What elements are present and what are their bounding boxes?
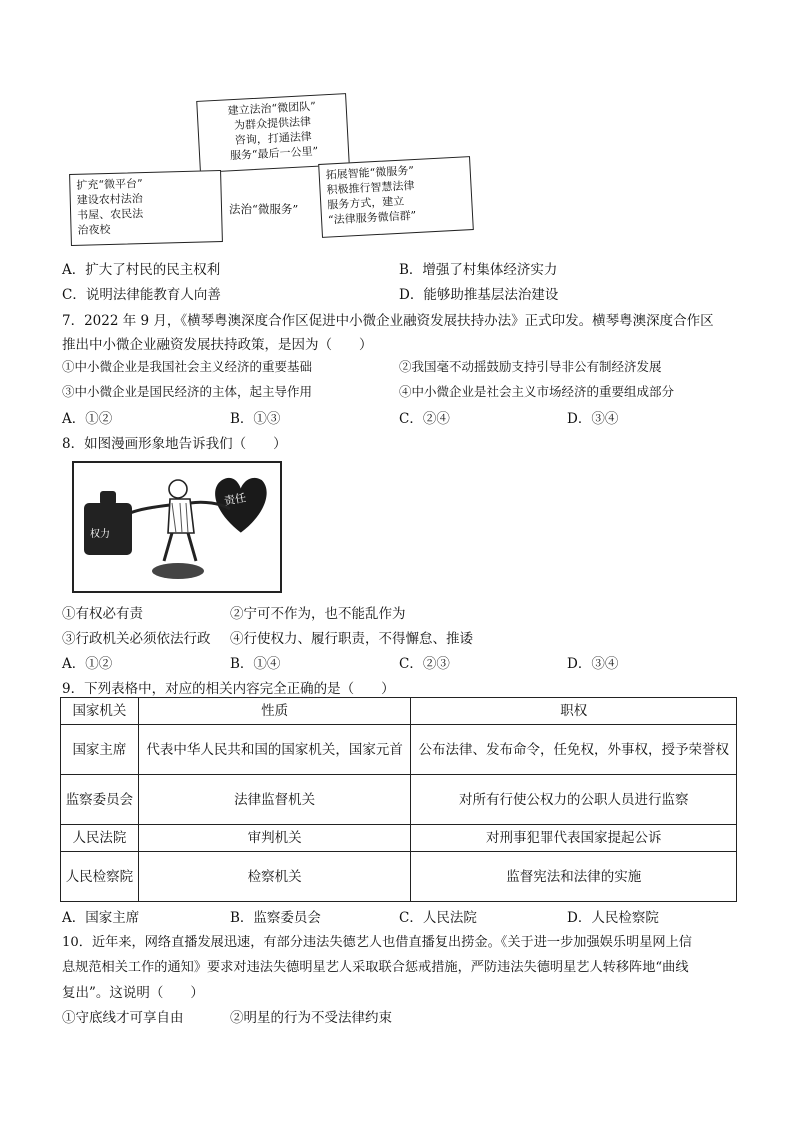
q7-item-3: ③中小微企业是国民经济的主体，起主导作用 [62,384,313,399]
table-cell: 检察机关 [138,852,411,902]
q6-option-b[interactable]: B．增强了村集体经济实力 [399,262,558,278]
q8-option-a[interactable]: A．①② [62,656,113,672]
q10-item-1: ①守底线才可享自由 [62,1010,184,1026]
q7-item-2: ②我国毫不动摇鼓励支持引导非公有制经济发展 [399,359,662,374]
q8-stem: 8．如图漫画形象地告诉我们（ ） [62,436,287,452]
table-cell: 人民法院 [61,825,139,852]
diagram-center-label: 法治“微服务” [229,202,299,216]
q10-item-2: ②明星的行为不受法律约束 [230,1010,392,1026]
q7-option-c[interactable]: C．②④ [399,411,450,427]
q9-option-b[interactable]: B．监察委员会 [230,910,321,926]
table-cell: 监督宪法和法律的实施 [411,852,737,902]
diagram-left-box: 扩充“微平台” 建设农村法治 书屋、农民法 治夜校 [69,170,223,246]
q9-option-c[interactable]: C．人民法院 [399,910,477,926]
q7-stem-line1: 7．2022 年 9 月，《横琴粤澳深度合作区促进中小微企业融资发展扶持办法》正式印发。横琴粤澳深度合作区 [62,313,714,329]
table-cell: 代表中华人民共和国的国家机关，国家元首 [138,725,411,775]
table-row [61,852,737,902]
q7-stem-line2: 推出中小微企业融资发展扶持政策，是因为（ ） [62,337,373,353]
q8-item-2: ②宁可不作为，也不能乱作为 [230,606,406,622]
q8-item-4: ④行使权力、履行职责，不得懈怠、推诿 [230,631,473,647]
table-cell: 对所有行使公权力的公职人员进行监察 [411,775,737,825]
table-cell: 法律监督机关 [138,775,411,825]
table-cell: 公布法律、发布命令，任免权，外事权，授予荣誉权 [411,725,737,775]
q6-option-a[interactable]: A．扩大了村民的民主权利 [62,262,221,278]
table-cell: 对刑事犯罪代表国家提起公诉 [411,825,737,852]
table-header-cell: 性质 [138,698,411,725]
q6-option-c[interactable]: C．说明法律能教育人向善 [62,287,221,303]
q8-option-d[interactable]: D．③④ [567,656,619,672]
q9-table [60,697,737,902]
q8-item-1: ①有权必有责 [62,606,143,622]
diagram-top-box: 建立法治“微团队” 为群众提供法律 咨询，打通法律 服务“最后一公里” [196,93,350,173]
diagram-right-box: 拓展智能“微服务” 积极推行智慧法律 服务方式，建立 “法律服务微信群” [318,156,474,238]
table-cell: 国家主席 [61,725,139,775]
table-header-row [61,698,737,725]
q6-option-d[interactable]: D．能够助推基层法治建设 [399,287,559,303]
q7-item-4: ④中小微企业是社会主义市场经济的重要组成部分 [399,384,675,399]
q7-option-a[interactable]: A．①② [62,411,113,427]
q8-item-3: ③行政机关必须依法行政 [62,631,211,647]
cartoon-heart-label: 责任 [223,491,248,508]
table-cell: 审判机关 [138,825,411,852]
table-row [61,775,737,825]
table-row [61,825,737,852]
q10-stem-line2: 息规范相关工作的通知》要求对违法失德明星艺人采取联合惩戒措施，严防违法失德明星艺人转移阵地“曲线 [62,960,689,975]
q8-option-b[interactable]: B．①④ [230,656,281,672]
table-header-cell: 国家机关 [61,698,139,725]
q10-stem-line1: 10．近年来，网络直播发展迅速，有部分违法失德艺人也借直播复出捞金。《关于进一步加强娱乐明星网上信 [62,935,692,950]
q9-option-d[interactable]: D．人民检察院 [567,910,659,926]
table-header-cell: 职权 [411,698,737,725]
q9-stem: 9．下列表格中，对应的相关内容完全正确的是（ ） [62,681,395,697]
q10-stem-line3: 复出”。这说明（ ） [62,985,204,1001]
table-row [61,725,737,775]
q7-item-1: ①中小微企业是我国社会主义经济的重要基础 [62,359,313,374]
table-cell: 监察委员会 [61,775,139,825]
cartoon-weight-label: 权力 [90,529,110,540]
table-cell: 人民检察院 [61,852,139,902]
q7-option-d[interactable]: D．③④ [567,411,619,427]
q8-option-c[interactable]: C．②③ [399,656,450,672]
q8-cartoon [72,461,282,593]
q9-option-a[interactable]: A．国家主席 [62,910,140,926]
q7-option-b[interactable]: B．①③ [230,411,281,427]
